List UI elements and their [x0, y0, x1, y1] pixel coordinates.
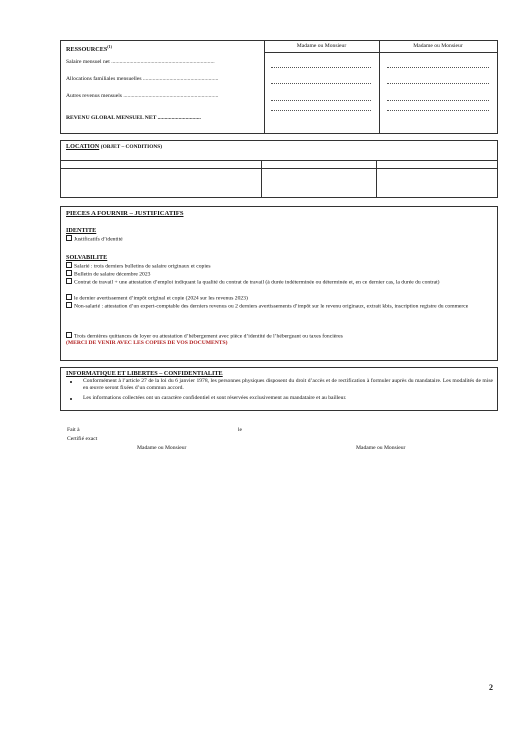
documents-notice: (MERCI DE VENIR AVEC LES COPIES DE VOS DOCUMENTS) [66, 340, 228, 346]
revenu-field-1[interactable] [271, 110, 371, 111]
checkbox-icon[interactable] [66, 235, 72, 241]
solvabilite-item-1[interactable]: Salarié : trois derniers bulletins de salaire originaux et copies [66, 262, 494, 271]
allocations-field-1[interactable] [271, 83, 371, 84]
signature-label-1: Madame ou Monsieur [137, 445, 187, 451]
identite-title: IDENTITE [66, 227, 97, 234]
location-title: LOCATION (OBJET – CONDITIONS) [66, 143, 163, 150]
bullet-icon [70, 398, 72, 400]
salaire-field-1[interactable] [271, 67, 371, 68]
salaire-label: Salaire mensuel net .......................................................................... [66, 59, 215, 65]
pieces-title: PIECES A FOURNIR – JUSTIFICATIFS [66, 210, 184, 217]
le-label: le [238, 427, 243, 433]
ressources-table [60, 40, 498, 134]
checkbox-icon[interactable] [66, 270, 72, 276]
fait-a-label: Fait à [67, 427, 80, 433]
hebergement-item[interactable]: Trois dernières quittances de loyer ou attestation d’hébergement avec pièce d’identité de l’hébergeant ou taxes foncières [66, 332, 494, 341]
solvabilite-item-3[interactable]: Contrat de travail + une attestation d’emploi indiquant la qualité du contrat de travail (à durée indéterminée ou déterminée et, en ce dernier cas, la durée du contrat) [66, 278, 494, 287]
location-table [60, 140, 498, 198]
autres-field-2[interactable] [387, 100, 489, 101]
informatique-box [60, 367, 498, 411]
ressources-title: RESSOURCES$^{(1)}$ [66, 44, 112, 54]
ressources-col2-header: Madame ou Monsieur [413, 43, 463, 49]
solvabilite-item-2[interactable]: Bulletin de salaire décembre 2023 [66, 270, 494, 279]
revenu-global-label: REVENU GLOBAL MENSUEL NET ............................... [66, 115, 201, 121]
pieces-box [60, 206, 498, 361]
certifie-exact-label: Certifié exact [67, 436, 98, 442]
ressources-col1-header: Madame ou Monsieur [296, 43, 347, 49]
salaire-field-2[interactable] [387, 67, 489, 68]
autres-field-1[interactable] [271, 100, 371, 101]
solvabilite-item-5[interactable]: Non-salarié : attestation d’un expert-comptable des derniers revenus ou 2 derniers avertissements d’impôt sur le revenu originaux, extrait kbis, inscription registre du commerce [66, 302, 494, 311]
checkbox-icon[interactable] [66, 278, 72, 284]
allocations-field-2[interactable] [387, 83, 489, 84]
informatique-title: INFORMATIQUE ET LIBERTES – CONFIDENTIALITE [66, 370, 223, 377]
allocations-label: Allocations familiales mensuelles ...................................................... [66, 76, 219, 82]
informatique-bullet-1: Conformément à l’article 27 de la loi du 6 janvier 1978, les personnes physiques disposent du droit d’accès et de rectification à formuler auprès du mandataire. Les modalités de mise en œuvre seront fixées d’un commun accord. [83, 378, 493, 391]
checkbox-icon[interactable] [66, 262, 72, 268]
revenu-field-2[interactable] [387, 110, 489, 111]
solvabilite-item-4[interactable]: le dernier avertissement d’impôt original et copie (2024 sur les revenus 2023) [66, 294, 494, 303]
signature-label-2: Madame ou Monsieur [356, 445, 406, 451]
checkbox-icon[interactable] [66, 332, 72, 338]
informatique-bullet-2: Les informations collectées ont un caractère confidentiel et sont réservées exclusivement au mandataire et au bailleur. [83, 395, 347, 401]
solvabilite-title: SOLVABILITE [66, 254, 108, 261]
autres-revenus-label: Autres revenus mensuels .................................................................... [66, 93, 219, 99]
page-number: 2 [489, 683, 493, 692]
identite-item[interactable]: Justificatifs d’identité [66, 235, 123, 244]
checkbox-icon[interactable] [66, 302, 72, 308]
bullet-icon [70, 381, 72, 383]
checkbox-icon[interactable] [66, 294, 72, 300]
